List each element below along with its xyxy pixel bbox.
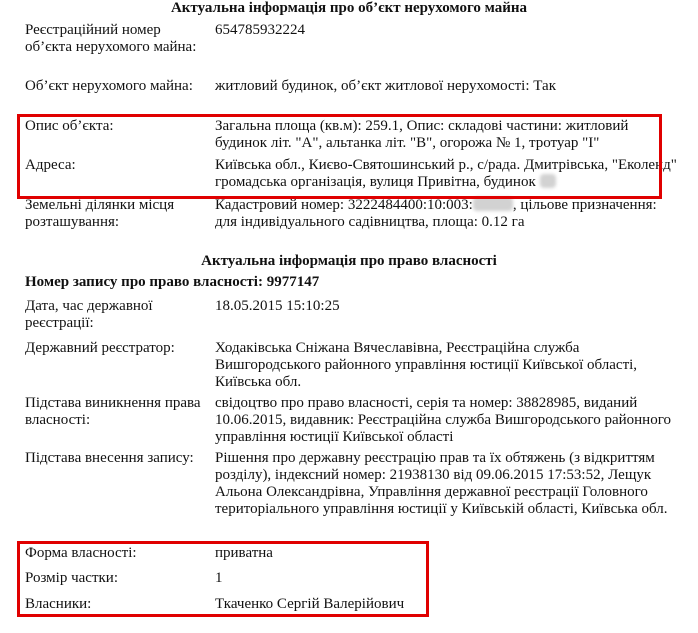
label-share-size: Розмір частки: — [25, 570, 118, 586]
label-address: Адреса: — [25, 157, 76, 173]
value-owners: Ткаченко Сергій Валерійович — [215, 596, 405, 612]
label-registration-number: Реєстраційний номер об’єкта нерухомого майна: — [25, 22, 197, 55]
label-entry-basis: Підстава внесення запису: — [25, 450, 194, 466]
value-entry-basis: Рішення про державну реєстрацію прав та їх обтяжень (з відкриттям розділу), індексний номер: 21938130 від 09.06.2015 17:53:52, Лещук Альона Олександрівна, Управління державної реєстрації Головного територіального управління юстиції у Київській області, Київська обл. — [215, 450, 668, 517]
label-land-plots: Земельні ділянки місця розташування: — [25, 197, 175, 230]
label-ownership-form: Форма власності: — [25, 545, 137, 561]
value-registration-datetime: 18.05.2015 15:10:25 — [215, 298, 340, 314]
label-owners: Власники: — [25, 596, 92, 612]
label-registration-datetime: Дата, час державної реєстрації: — [25, 298, 153, 331]
value-object-description: Загальна площа (кв.м): 259.1, Опис: складові частини: житловий будинок літ. "А", альтанка літ. "В", огорожа № 1, тротуар "І" — [215, 118, 629, 151]
value-ownership-form: приватна — [215, 545, 273, 561]
address-text: Київська обл., Києво-Святошинський р., с/рада. Дмитрівська, "Еколенд" громадська організація, вулиця Привітна, будинок — [215, 157, 677, 190]
land-purpose-text: , цільове призначення: для індивідуального садівництва, площа: 0.12 га — [215, 197, 657, 230]
value-state-registrar: Ходаківська Сніжана Вячеславівна, Реєстраційна служба Вишгородського районного управління юстиції Київської області, Київська обл. — [215, 340, 638, 390]
label-property-object: Об’єкт нерухомого майна: — [25, 78, 193, 94]
value-ownership-basis: свідоцтво про право власності, серія та номер: 38828985, виданий 10.06.2015, видавник: Реєстраційна служба Вишгородського районного управління юстиції Київської області — [215, 395, 671, 445]
value-land-plots — [215, 197, 680, 231]
label-object-description: Опис об’єкта: — [25, 118, 114, 134]
value-share-size: 1 — [215, 570, 223, 586]
section-title-ownership: Актуальна інформація про право власності — [201, 253, 497, 269]
value-address — [215, 157, 680, 191]
label-ownership-basis: Підстава виникнення права власності: — [25, 395, 201, 428]
section-title-property: Актуальна інформація про об’єкт нерухомого майна — [170, 0, 528, 16]
label-state-registrar: Державний реєстратор: — [25, 340, 175, 356]
ownership-record-number: Номер запису про право власності: 9977147 — [25, 274, 320, 290]
value-property-object: житловий будинок, об’єкт житлової нерухомості: Так — [215, 78, 556, 94]
redacted-house-number — [540, 174, 556, 188]
cadastral-number-text: Кадастровий номер: 3222484400:10:003: — [215, 197, 473, 213]
value-registration-number: 654785932224 — [215, 22, 305, 38]
redacted-cadastral-suffix — [473, 197, 513, 211]
